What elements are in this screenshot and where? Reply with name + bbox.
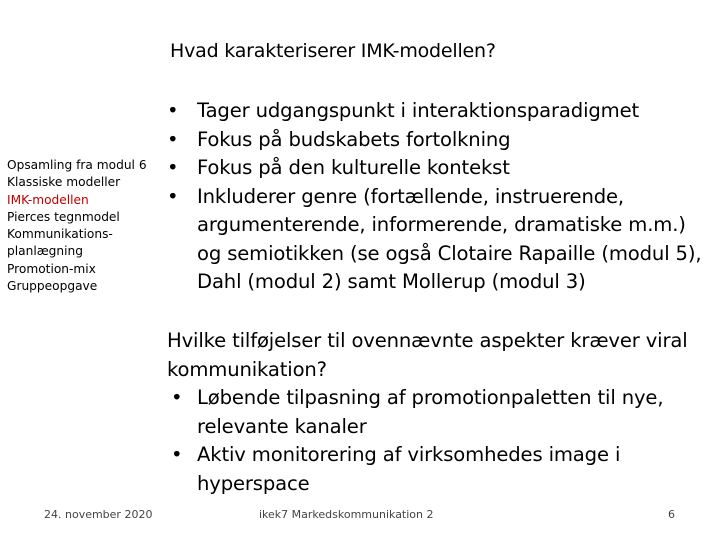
viral-question-block — [167, 327, 712, 498]
sub-bullet-item — [167, 384, 712, 441]
bullet-dot-icon: • — [171, 386, 183, 409]
footer-date: 24. november 2020 — [44, 508, 153, 521]
sub-bullet-item — [167, 441, 712, 498]
sidebar-item-klassiske-modeller[interactable]: Klassiske modeller — [7, 175, 121, 190]
sidebar-item-imk-modellen[interactable]: IMK-modellen — [7, 192, 89, 207]
footer-page-number: 6 — [668, 508, 675, 521]
question-text: Hvilke tilføjelser til ovennævnte aspekter kræver viral kommunikation? — [167, 329, 688, 381]
sidebar-item-gruppeopgave[interactable]: Gruppeopgave — [7, 279, 98, 294]
footer-course: ikek7 Markedskommunikation 2 — [259, 508, 434, 521]
sidebar-item-opsamling[interactable]: Opsamling fra modul 6 — [7, 158, 147, 172]
bullet-dot-icon: • — [167, 127, 179, 151]
bullet-text: Inkluderer genre (fortællende, instruerende, argumenterende, informerende, dramatiske m.m.) og semiotikken (se også Clotaire Rapaille (modul 5), Dahl (modul 2) samt Mollerup (modul 3) — [197, 184, 702, 293]
bullet-dot-icon: • — [167, 99, 179, 122]
bullet-dot-icon: • — [171, 443, 183, 466]
sidebar-item-kommunikations[interactable]: Kommunikations- — [7, 227, 113, 242]
sub-bullet-text: Aktiv monitorering af virksomhedes image i hyperspace — [197, 443, 621, 495]
bullet-text: Tager udgangspunkt i interaktionsparadigmet — [197, 99, 640, 122]
slide-title: Hvad karakteriserer IMK-modellen? — [170, 40, 496, 62]
sidebar-nav — [7, 157, 157, 295]
main-bullet-list — [167, 97, 712, 297]
bullet-item — [167, 183, 712, 297]
bullet-dot-icon: • — [167, 156, 179, 179]
sidebar-item-promotion-mix[interactable]: Promotion-mix — [7, 261, 96, 276]
bullet-item — [167, 97, 712, 126]
bullet-text: Fokus på den kulturelle kontekst — [197, 156, 510, 179]
sidebar-item-pierces-tegnmodel[interactable]: Pierces tegnmodel — [7, 209, 120, 224]
sidebar-item-planlaegning[interactable]: planlægning — [7, 244, 83, 259]
bullet-text: Fokus på budskabets fortolkning — [197, 127, 511, 151]
bullet-item — [167, 126, 712, 155]
bullet-dot-icon: • — [167, 184, 179, 208]
bullet-item — [167, 154, 712, 183]
sub-bullet-text: Løbende tilpasning af promotionpaletten til nye, relevante kanaler — [197, 386, 664, 438]
